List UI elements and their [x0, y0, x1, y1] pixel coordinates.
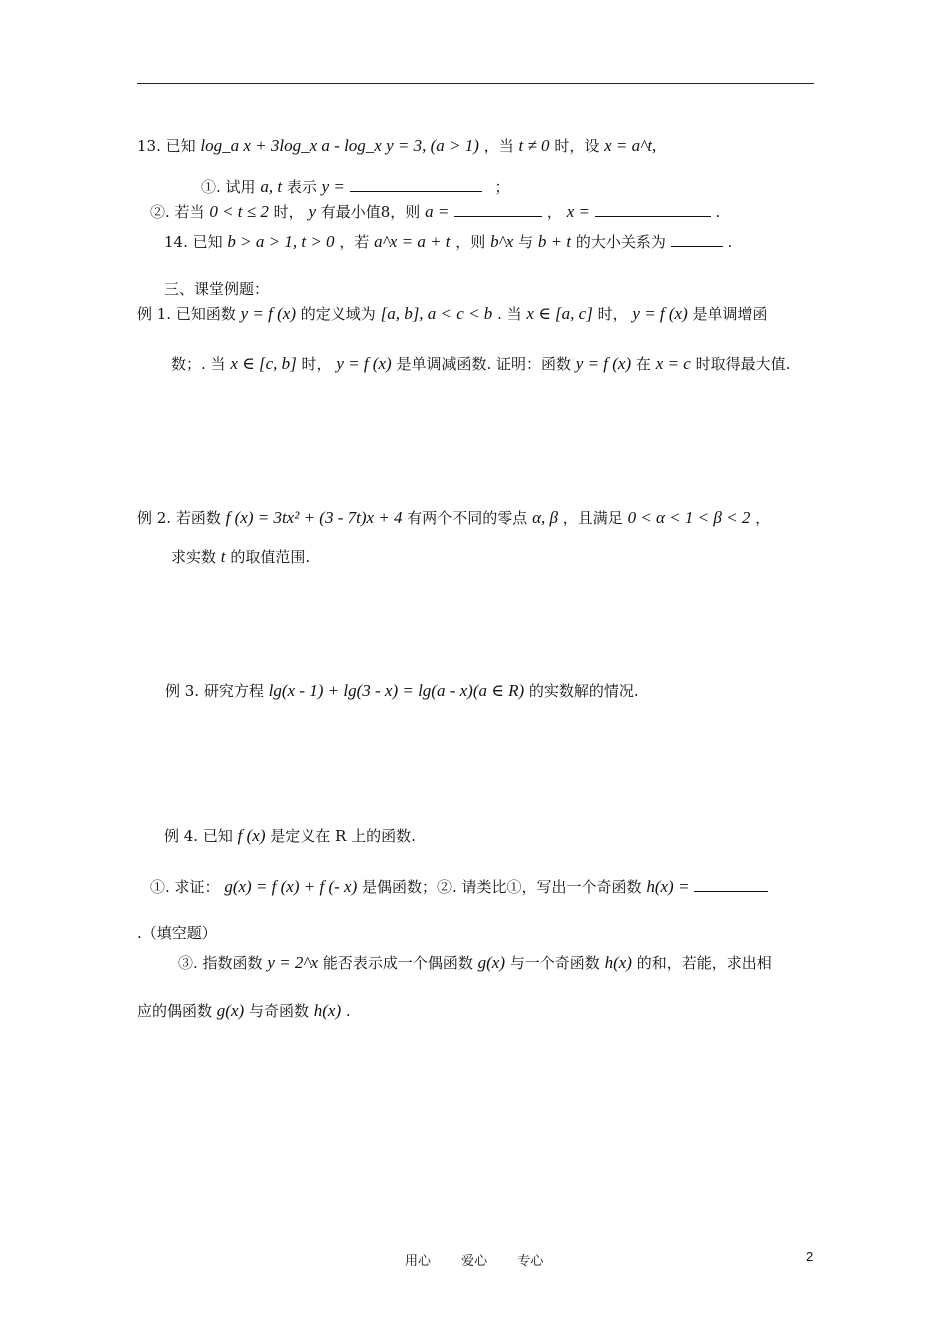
ex1-int1: x ∈ [a, c] — [526, 304, 593, 323]
ex1-f3: y = f (x) — [336, 354, 392, 373]
q13-p1-text: 表示 — [286, 178, 317, 196]
ex1-xc: x = c — [655, 354, 691, 373]
ex3-tail: 的实数解的情况. — [528, 682, 639, 700]
q13-p1-vars: a, t — [260, 177, 283, 196]
ex2-t4: 求实数 — [171, 548, 217, 566]
ex4-p1b: 是偶函数；②. 请类比①，写出一个奇函数 — [362, 878, 642, 896]
q13-cond: t ≠ 0 — [518, 136, 550, 155]
q14-line — [164, 232, 732, 252]
header-rule — [137, 83, 814, 84]
q14-bt: b + t — [537, 232, 572, 251]
q13-p1-y: y = — [321, 177, 345, 196]
ex1-f: y = f (x) — [240, 304, 296, 323]
ex4-p3g: . — [345, 1002, 351, 1020]
footer-item: 爱心 — [461, 1254, 488, 1269]
q13-text: ，当 — [483, 137, 514, 155]
ex1-t2: . 当 — [497, 305, 522, 323]
q13-p1-label: ①. 试用 — [201, 178, 256, 196]
q14-text1: ，若 — [339, 233, 370, 251]
ex2-line1 — [137, 508, 770, 528]
ex3-eq: lg(x - 1) + lg(3 - x) = lg(a - x)(a ∈ R) — [268, 681, 525, 700]
ex1-t4: 是单调增函 — [692, 305, 768, 323]
ex1-f2: y = f (x) — [632, 304, 688, 323]
ex1-t6: 时， — [301, 355, 332, 373]
ex4-p3e: 应的偶函数 — [137, 1002, 213, 1020]
ex1-label: 例 1. 已知函数 — [137, 305, 236, 323]
ex4-hx: h(x) — [604, 953, 632, 972]
q13-p2-blank-x[interactable] — [595, 202, 711, 217]
ex4-h-blank[interactable] — [694, 877, 768, 892]
q13-p2-label: ②. 若当 — [150, 203, 205, 221]
q13-p2-sep: ， — [546, 203, 562, 221]
ex4-gx: g(x) — [477, 953, 506, 972]
ex2-label: 例 2. 若函数 — [137, 509, 221, 527]
q14-text2: ，则 — [455, 233, 486, 251]
q13-p2-a: a = — [425, 202, 450, 221]
q14-tail: 的大小关系为 — [575, 233, 666, 251]
ex4-g: g(x) = f (x) + f (- x) — [224, 877, 358, 896]
ex4-p3: ③. 指数函数 — [178, 954, 263, 972]
q13-p2-blank-a[interactable] — [454, 202, 542, 217]
q14-blank[interactable] — [671, 232, 723, 247]
ex4-p3c: 与一个奇函数 — [509, 954, 600, 972]
q14-end: . — [727, 233, 733, 251]
ex2-cond: 0 < α < 1 < β < 2 — [627, 508, 751, 527]
ex2-t5: 的取值范围. — [230, 548, 311, 566]
q13-line — [137, 136, 656, 156]
ex4-line3 — [178, 953, 772, 973]
q13-p2-end: . — [715, 203, 721, 221]
q13-p2-text1: 时， — [273, 203, 304, 221]
ex3-label: 例 3. 研究方程 — [165, 682, 264, 700]
q13-part1 — [201, 177, 510, 197]
ex3-line — [165, 681, 639, 701]
ex1-f4: y = f (x) — [575, 354, 632, 373]
q13-p2-x: x = — [566, 202, 590, 221]
ex1-t1: 的定义域为 — [300, 305, 376, 323]
ex2-t: t — [220, 547, 226, 566]
ex2-roots: α, β — [532, 508, 558, 527]
ex2-t2: ，且满足 — [562, 509, 623, 527]
ex1-line2 — [171, 354, 790, 374]
section-title: 三、课堂例题： — [164, 280, 270, 298]
q14-bx: b^x — [490, 232, 514, 251]
ex4-t1: 是定义在 R 上的函数. — [270, 827, 416, 845]
ex4-h: h(x) = — [646, 877, 690, 896]
footer-item: 专心 — [517, 1254, 544, 1269]
q14-text3: 与 — [518, 233, 534, 251]
ex2-f: f (x) = 3tx² + (3 - 7t)x + 4 — [225, 508, 403, 527]
footer — [405, 1250, 569, 1269]
q13-expr: log_a x + 3log_x a - log_x y = 3, (a > 1) — [200, 136, 479, 155]
q13-label: 13. 已知 — [137, 137, 196, 155]
q13-text2: 时，设 — [554, 137, 600, 155]
ex4-gx2: g(x) — [216, 1001, 245, 1020]
ex1-t8: 在 — [635, 355, 651, 373]
ex2-t3: ， — [755, 509, 771, 527]
ex1-line1 — [137, 304, 768, 324]
q14-eq: a^x = a + t — [374, 232, 451, 251]
ex1-int2: x ∈ [c, b] — [230, 354, 297, 373]
q13-part2 — [150, 202, 720, 222]
ex4-p3d: 的和，若能，求出相 — [636, 954, 772, 972]
ex1-t9: 时取得最大值. — [695, 355, 791, 373]
ex4-fill-note: .（填空题） — [137, 924, 217, 942]
ex4-p3f: 与奇函数 — [248, 1002, 309, 1020]
q13-p1-end: ； — [494, 178, 510, 196]
footer-item: 用心 — [405, 1254, 432, 1269]
ex4-p1: ①. 求证： — [150, 878, 220, 896]
q13-def: x = a^t, — [604, 136, 657, 155]
ex4-line1 — [164, 826, 416, 846]
ex4-p3b: 能否表示成一个偶函数 — [322, 954, 473, 972]
ex2-t1: 有两个不同的零点 — [407, 509, 528, 527]
q14-label: 14. 已知 — [164, 233, 223, 251]
page-number: 2 — [806, 1249, 814, 1264]
ex1-t5: 数；. 当 — [171, 355, 226, 373]
q13-p2-y: y — [308, 202, 316, 221]
ex4-hx2: h(x) — [313, 1001, 342, 1020]
ex1-t3: 时， — [597, 305, 628, 323]
ex1-t7: 是单调减函数. 证明：函数 — [396, 355, 571, 373]
ex1-dom: [a, b], a < c < b — [380, 304, 493, 323]
q14-cond: b > a > 1, t > 0 — [227, 232, 335, 251]
q13-p1-blank[interactable] — [350, 177, 482, 192]
ex4-line4 — [137, 1001, 351, 1021]
q13-p2-cond: 0 < t ≤ 2 — [209, 202, 269, 221]
q13-p2-text2: 有最小值8，则 — [320, 203, 421, 221]
ex4-label: 例 4. 已知 — [164, 827, 233, 845]
ex2-line2 — [171, 547, 310, 567]
ex4-f: f (x) — [237, 826, 266, 845]
ex4-exp: y = 2^x — [267, 953, 319, 972]
ex4-line2 — [150, 877, 768, 897]
